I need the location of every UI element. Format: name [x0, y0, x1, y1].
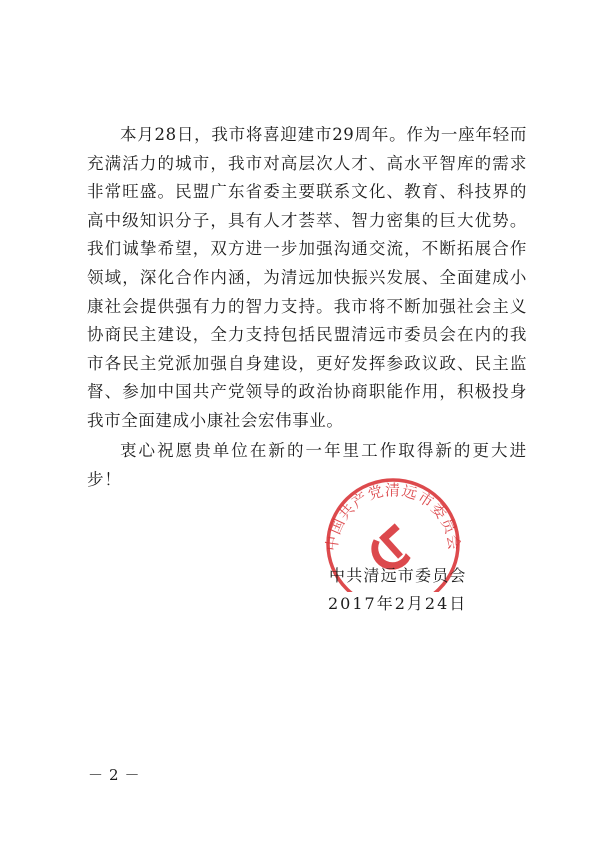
- seal-text: 中国共产党清远市委员会: [322, 481, 464, 553]
- closing-wish-paragraph: 衷心祝愿贵单位在新的一年里工作取得新的更大进步！: [87, 441, 527, 489]
- page-number: －2－: [88, 766, 146, 784]
- signature-date: 2017年2月24日: [328, 594, 468, 613]
- body-paragraph-1: 本月28日，我市将喜迎建市29周年。作为一座年轻而充满活力的城市，我市对高层次人才、高水平智库的需求非常旺盛。民盟广东省委主要联系文化、教育、科技界的高中级知识分子，具有人才荟萃、智力密集的巨大优势。我们诚挚希望，双方进一步加强沟通交流，不断拓展合作领域，深化合作内涵，为清远加快振兴发展、全面建成小康社会提供强有力的智力支持。我市将不断加强社会主义协商民主建设，全力支持包括民盟清远市委员会在内的我市各民主党派加强自身建设，更好发挥参政议政、民主监督、参加中国共产党领导的政治协商职能作用，积极投身我市全面建成小康社会宏伟事业。: [87, 125, 527, 430]
- signature-organization: 中共清远市委员会: [329, 566, 467, 585]
- svg-text:中国共产党清远市委员会: [323, 481, 464, 552]
